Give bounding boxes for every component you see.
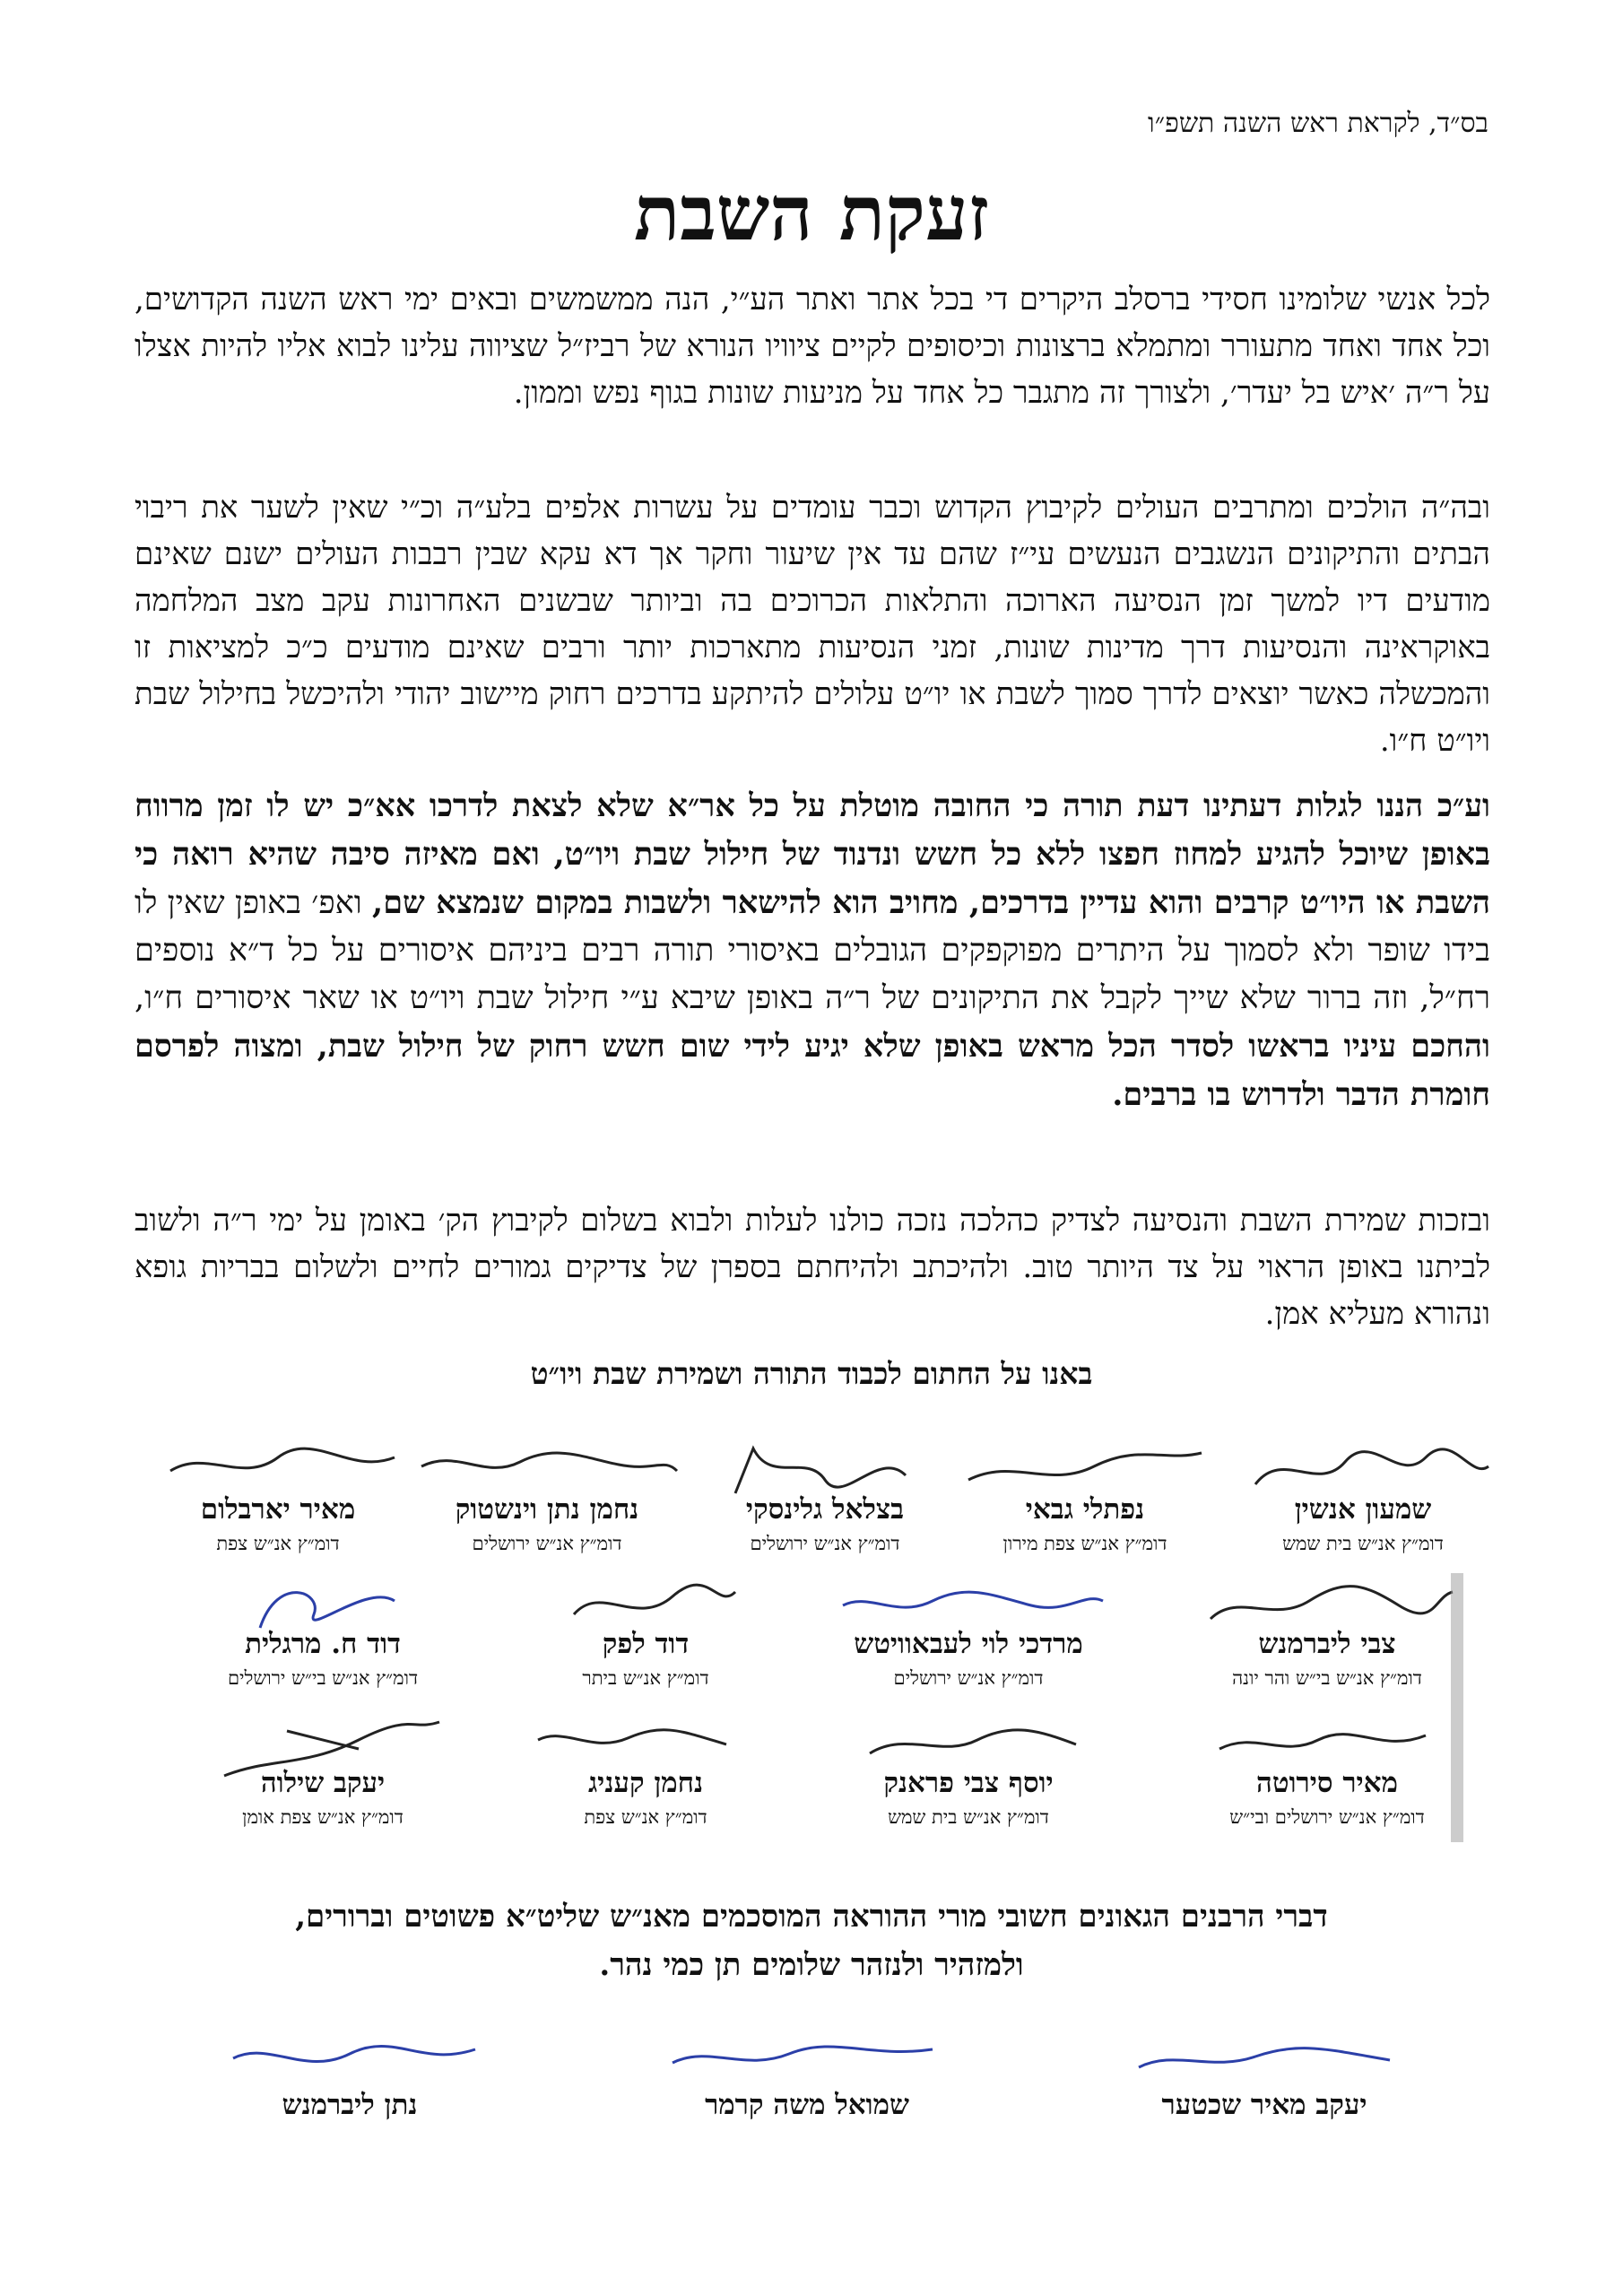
- ruling-plain: ואפ׳ באופן שאין לו בידו שופר ולא לסמוך על היתרים מפוקפקים הגובלים באיסורי תורה רבים ביניהם איסורים על כל ד״א נוספים רח״ל, וזה ברור שלא שייך לקבל את התיקונים של ר״ה באופן שיבא ע״י חילול שבת ויו״ט או שאר איסורים ח״ו,: [135, 885, 1490, 1016]
- handwritten-signature: [188, 2022, 511, 2094]
- signer-name: מאיר סירוטה: [1256, 1767, 1398, 1799]
- signer-name: בצלאל גלינסקי: [745, 1493, 905, 1526]
- signer-name: שמעון אנשין: [1294, 1493, 1432, 1526]
- paragraph-ruling: [135, 782, 1490, 1119]
- paragraph-blessing: ובזכות שמירת השבת והנסיעה לצדיק כהלכה נזכה כולנו לעלות ולבוא בשלום לקיבוץ הק׳ באומן על ימי ר״ה ולשוב לביתנו באופן הראוי על צד היותר טוב. ולהיכתב ולהיחתם בספרן של צדיקים גמורים לחיים ולשלום בבריות גופא ונהורא מעליא אמן.: [135, 1203, 1490, 1332]
- rabbi-signature-block: [1103, 2022, 1426, 2139]
- date-line: בס״ד, לקראת ראש השנה תשפ״ו: [1148, 108, 1488, 139]
- signature-block: [681, 1431, 968, 1556]
- page-title: זעקת השבת: [634, 169, 989, 257]
- signature-block: [404, 1431, 690, 1556]
- signer-title: דומ״ץ אנ״ש צפת: [584, 1806, 707, 1828]
- signature-block: [1219, 1431, 1506, 1556]
- signer-name: מאיר יארבלום: [200, 1493, 356, 1526]
- signer-name: נפתלי גבאי: [1025, 1493, 1145, 1526]
- signer-name: יוסף צבי פראנק: [883, 1767, 1054, 1799]
- signer-title: דומ״ץ אנ״ש צפת אומן: [242, 1806, 404, 1828]
- signature-block: [1184, 1565, 1471, 1691]
- rabbi-name: נתן ליברמנש: [282, 2089, 418, 2121]
- signature-block: [135, 1431, 421, 1556]
- signature-block: [942, 1431, 1228, 1556]
- closing-line-1: דברי הרבנים הגאונים חשובי מורי ההוראה המוסכמים מאנ״ש שליט״א פשוטים וברורים,: [295, 1899, 1328, 1935]
- signer-title: דומ״ץ אנ״ש בית שמש: [888, 1806, 1049, 1828]
- signer-title: דומ״ץ אנ״ש בי״ש והר יונה: [1232, 1667, 1422, 1689]
- rabbi-signature-block: [646, 2022, 968, 2139]
- signer-title: דומ״ץ אנ״ש ביתר: [582, 1667, 709, 1689]
- handwritten-signature: [1103, 2022, 1426, 2094]
- signer-title: דומ״ץ אנ״ש צפת מירון: [1002, 1533, 1167, 1554]
- signer-title: דומ״ץ אנ״ש ירושלים: [750, 1533, 900, 1554]
- signer-title: דומ״ץ אנ״ש ירושלים: [472, 1533, 622, 1554]
- signer-name: מרדכי לוי לעבאוויטש: [854, 1628, 1083, 1660]
- signer-name: נחמן נתן וינשטוק: [455, 1493, 639, 1526]
- ruling-bold-2: והחכם עיניו בראשו לסדר הכל מראש באופן שלא יגיע לידי שום חשש רחוק של חילול שבת, ומצוה לפרסם חומרת הדבר ולדרוש בו ברבים.: [135, 1028, 1490, 1113]
- signer-name: נחמן קעניג: [587, 1767, 704, 1799]
- rabbi-signature-block: [188, 2022, 511, 2139]
- rabbi-name: יעקב מאיר שכטער: [1161, 2089, 1367, 2121]
- signer-title: דומ״ץ אנ״ש בית שמש: [1282, 1533, 1444, 1554]
- signer-name: דוד ח. מרגלית: [245, 1628, 401, 1660]
- rabbi-name: שמואל משה קרמר: [705, 2089, 909, 2121]
- handwritten-signature: [646, 2022, 968, 2094]
- ruling-bold-1: וע״כ הננו לגלות דעתינו דעת תורה כי החובה מוטלת על כל אר״א שלא לצאת לדרכו אא״כ יש לו זמן מרווח באופן שיוכל להגיע למחוז חפצו ללא כל חשש ונדנוד של חילול שבת ויו״ט, ואם מאיזה סיבה שהיא רואה כי השבת או היו״ט קרבים והוא עדיין בדרכים, מחויב הוא להישאר ולשבות במקום שנמצא שם,: [135, 787, 1490, 921]
- signature-block: [1184, 1704, 1471, 1830]
- signer-title: דומ״ץ אנ״ש ירושלים: [893, 1667, 1044, 1689]
- signer-name: צבי ליברמנש: [1258, 1628, 1396, 1660]
- side-print-mark: [1442, 1573, 1472, 1842]
- closing-line-2: ולמזהיר ולנזהר שלומים תן כמי נהר.: [599, 1947, 1024, 1983]
- signer-title: דומ״ץ אנ״ש ירושלים ובי״ש: [1229, 1806, 1425, 1828]
- signature-block: [179, 1565, 466, 1691]
- signer-name: יעקב שילוה: [260, 1767, 386, 1799]
- paragraph-intro: לכל אנשי שלומינו חסידי ברסלב היקרים די בכל אתר ואתר הע״י, הנה ממשמשים ובאים ימי ראש השנה הקדושים, וכל אחד ואחד מתעורר ומתמלא ברצונות וכיסופים לקיים ציוויו הנורא של רביז״ל שציווה עלינו לבוא אליו להיות אצלו על ר״ה ׳איש בל יעדר׳, ולצורך זה מתגבר כל אחד על מניעות שונות בגוף נפש וממון.: [135, 282, 1490, 411]
- signature-block: [825, 1565, 1112, 1691]
- signature-block: [502, 1565, 789, 1691]
- paragraph-background: ובה״ה הולכים ומתרבים העולים לקיבוץ הקדוש וכבר עומדים על עשרות אלפים בלע״ה וכ״י שאין לשער את ריבוי הבתים והתיקונים הנשגבים הנעשים עי״ז שהם עד אין שיעור וחקר אך דא עקא שבין רבבות העולים ישנם שאינם מודעים דיו למשך זמן הנסיעה הארוכה והתלאות הכרוכים בה וביותר שבשנים האחרונות עקב מצב המלחמה באוקראינה והנסיעות דרך מדינות שונות, זמני הנסיעות מתארכות יותר ורבים שאינם מודעים כ״כ למציאות זו והמכשלה כאשר יוצאים לדרך סמוך לשבת או יו״ט עלולים להיתקע בדרכים רחוק מיישוב יהודי ולהיכשל בחילול שבת ויו״ט ח״ו.: [135, 490, 1490, 759]
- signature-block: [825, 1704, 1112, 1830]
- signer-title: דומ״ץ אנ״ש צפת: [216, 1533, 340, 1554]
- signature-block: [502, 1704, 789, 1830]
- signer-name: דוד לפק: [602, 1628, 690, 1660]
- closing-statement: [0, 1892, 1623, 1989]
- signature-block: [179, 1704, 466, 1830]
- signer-title: דומ״ץ אנ״ש בי״ש ירושלים: [227, 1667, 419, 1689]
- signature-intro: באנו על החתום לכבוד התורה ושמירת שבת ויו״ט: [530, 1356, 1093, 1391]
